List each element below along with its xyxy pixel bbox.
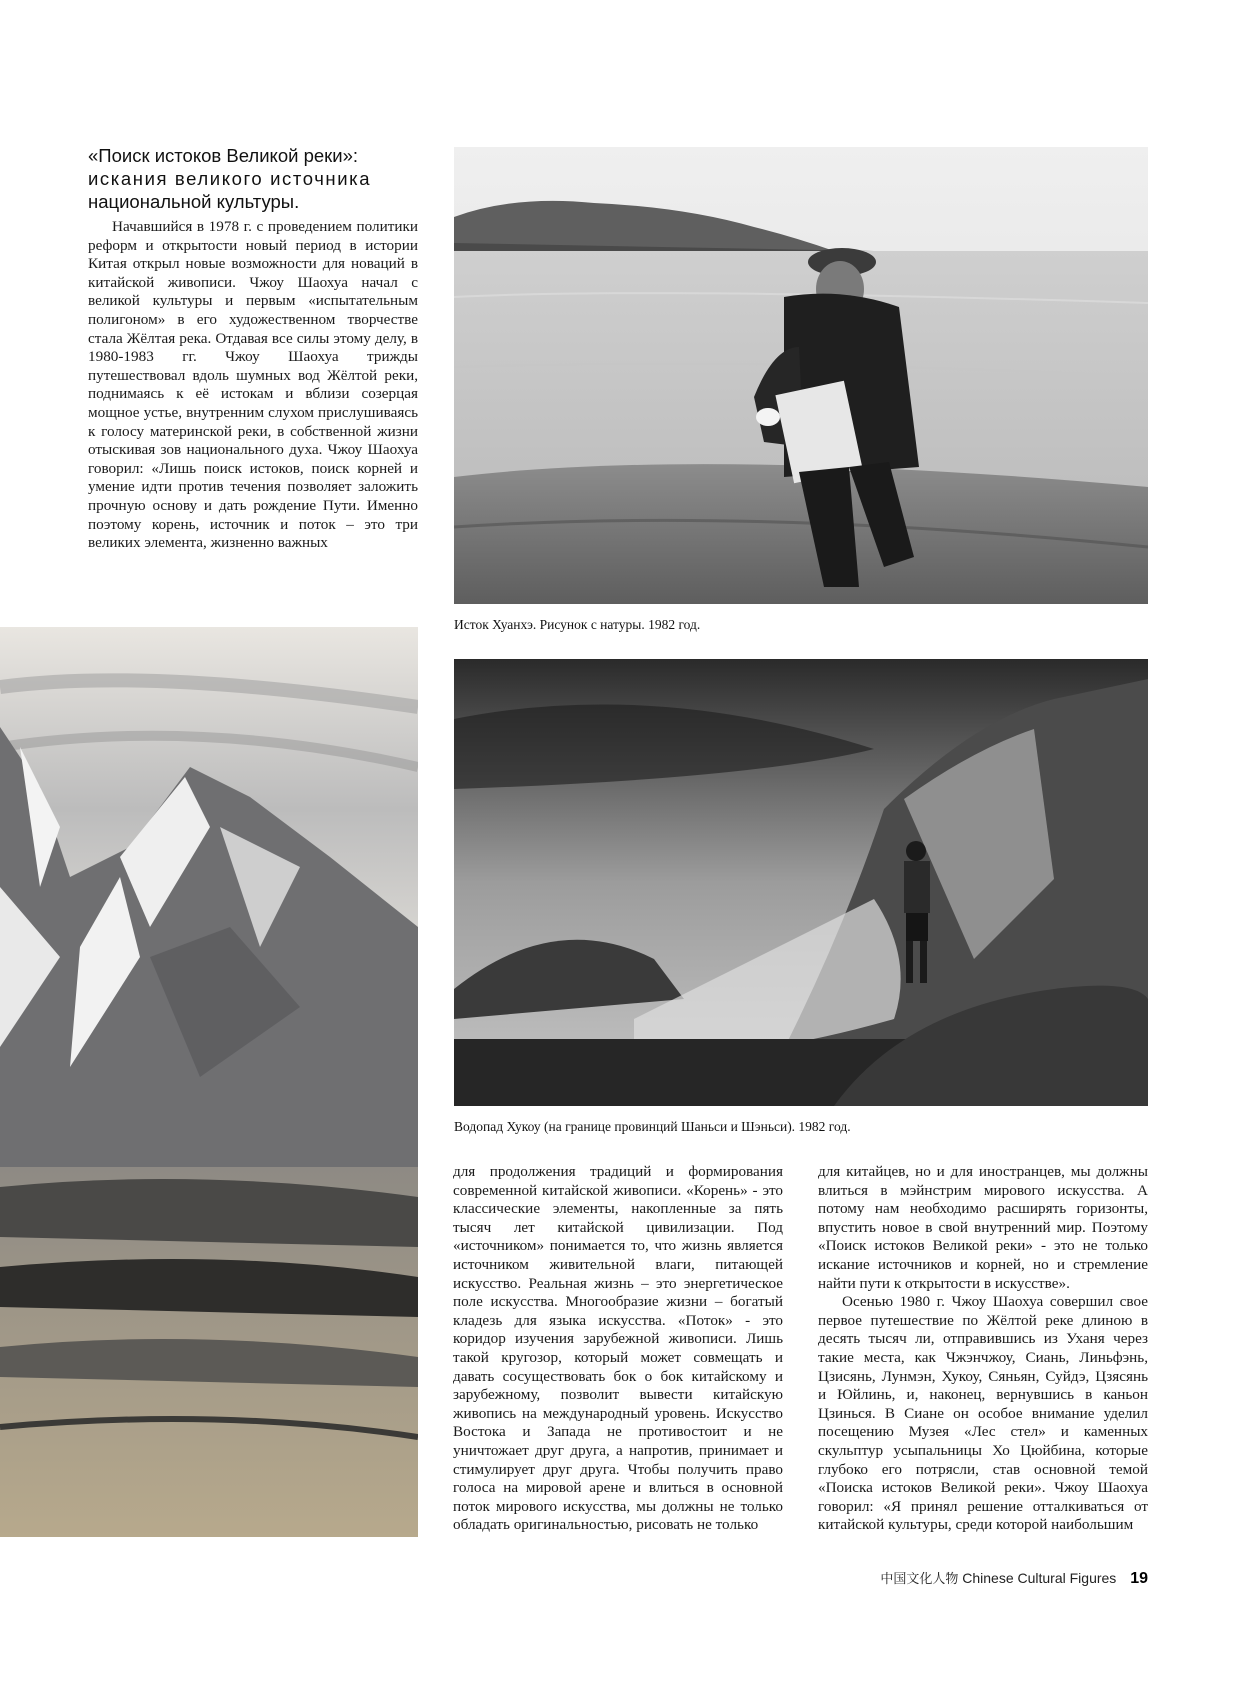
photo-caption-2: Водопад Хукоу (на границе провинций Шаньси и Шэньси). 1982 год.	[454, 1119, 851, 1134]
col2-paragraph: для продолжения традиций и формирования современной китайской живописи. «Корень» - это классические элементы, накопленные за пять тысяч лет китайской цивилизации. Под «источником» понимается то, что жизнь является источником живительной влаги, питающей искусство. Реальная жизнь – это энергетическое поле искусства. Многообразие жизни – богатый кладезь для языка искусства. «Поток» - это коридор изучения зарубежной живописи. Лишь такой кругозор, который может совмещать и давать сосуществовать бок о бок китайскому и зарубежному, позволит вывести китайскую живопись на международный уровень. Искусство Востока и Запада не противостоит и не уничтожает друг друга, а напротив, принимает и стимулирует друг друга. Чтобы получить право голоса на мировой арене и влиться в основной поток мирового искусства, мы должны не только обладать оригинальностью, рисовать не только	[453, 1163, 783, 1534]
photo-huanghe-source	[454, 147, 1148, 604]
intro-column	[88, 218, 418, 590]
page-footer	[880, 1568, 1148, 1588]
section-heading	[88, 144, 418, 213]
col3-paragraph-2: Осенью 1980 г. Чжоу Шаохуа совершил свое первое путешествие по Жёлтой реке длиною в десять тысяч ли, отправившись из Уханя через такие места, как Чжэнчжоу, Сиань, Линьфэнь, Цзисянь, Лунмэн, Хукоу, Сяньян, Суйдэ, Цзясянь и Юйлинь, и, наконец, вернувшись в каньон Цзинься. В Сиане он особое внимание уделил посещению Музея «Лес стел» и каменных скульптур усыпальницы Хо Цюйбина, которые глубоко его потрясли, став основной темой «Поиска истоков Великой реки». Чжоу Шаохуа говорил: «Я принял решение отталкиваться от китайской культуры, среди которой наибольшим	[818, 1293, 1148, 1534]
footer-chinese-title: 中国文化人物	[880, 1572, 959, 1587]
heading-line-1: «Поиск истоков Великой реки»:	[88, 145, 359, 166]
page-number: 19	[1130, 1570, 1148, 1587]
photo-hukou-waterfall	[454, 659, 1148, 1106]
col3-paragraph-1: для китайцев, но и для иностранцев, мы должны влиться в мэйнстрим мирового искусства. А потому нам необходимо расширять горизонты, впустить новое в свой внутренний мир. Поэтому «Поиск истоков Великой реки» - это не только искание источников и корней, но и стремление найти пути к открытости в искусстве».	[818, 1163, 1148, 1292]
heading-line-3: национальной культуры.	[88, 191, 300, 212]
footer-english-title: Chinese Cultural Figures	[962, 1570, 1117, 1586]
photo-caption-1: Исток Хуанхэ. Рисунок с натуры. 1982 год.	[454, 617, 701, 632]
text-column-3	[818, 1163, 1148, 1535]
heading-line-2: искания великого источника	[88, 168, 372, 189]
painting-mountains	[0, 627, 418, 1537]
intro-paragraph: Начавшийся в 1978 г. с проведением политики реформ и открытости новый период в истории Китая открыл новые возможности для новаций в китайской живописи. Чжоу Шаохуа начал с великой культуры и первым «испытательным полигоном» в его художественном творчестве стала Жёлтая река. Отдавая все силы этому делу, в 1980-1983 гг. Чжоу Шаохуа трижды путешествовал вдоль шумных вод Жёлтой реки, поднимаясь к её истокам и вблизи созерцая мощное устье, внутренним слухом прислушиваясь к голосу материнской реки, в собственной жизни отыскивая зов национального духа. Чжоу Шаохуа говорил: «Лишь поиск истоков, поиск корней и умение идти против течения позволяет заложить прочную основу и дать рождение Пути. Именно поэтому корень, источник и поток – это три великих элемента, жизненно важных	[88, 218, 418, 552]
text-column-2	[453, 1163, 783, 1535]
